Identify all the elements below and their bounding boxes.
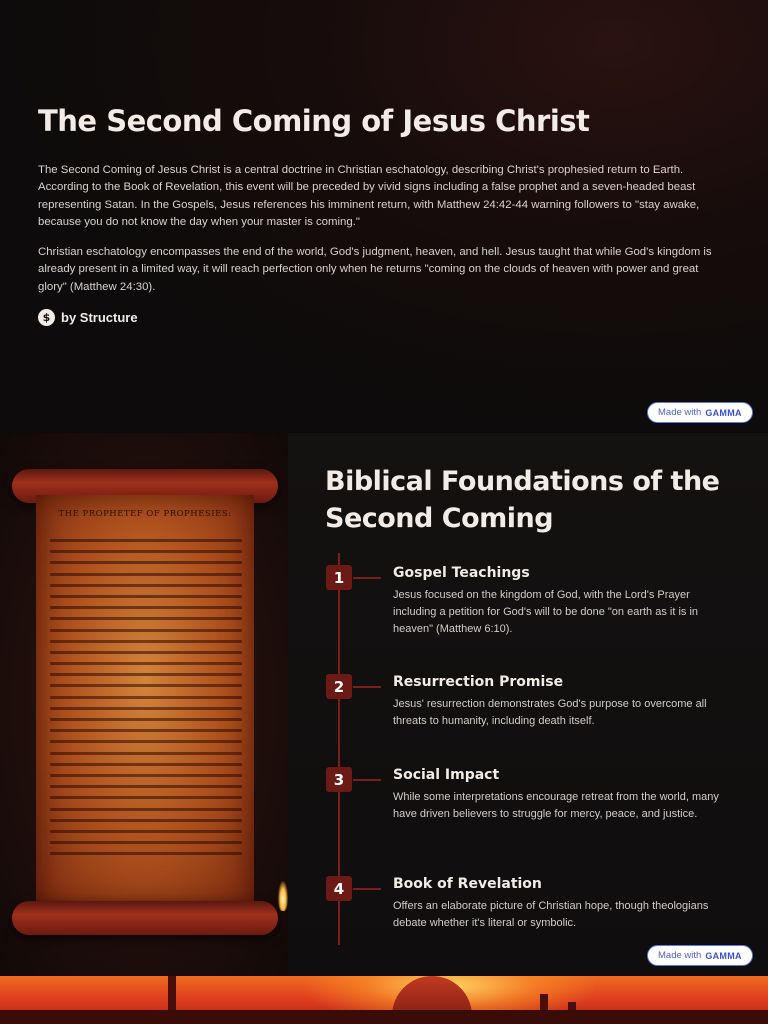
made-with-gamma-badge[interactable]	[647, 402, 753, 423]
badge-prefix: Made with	[658, 950, 702, 961]
byline-text: by Structure	[61, 310, 138, 325]
timeline-text: While some interpretations encourage retreat from the world, many have driven believers to struggle for mercy, peace, and justice.	[393, 791, 719, 821]
timeline-number-badge: 1	[326, 565, 352, 590]
timeline-heading: Resurrection Promise	[393, 674, 564, 690]
timeline-number-badge: 2	[326, 674, 352, 699]
prophecy-scroll-image	[0, 433, 288, 976]
timeline-connector	[353, 686, 381, 688]
slide-jerusalem-image	[0, 976, 768, 1024]
timeline-text: Jesus' resurrection demonstrates God's purpose to overcome all threats to humanity, including death itself.	[393, 698, 707, 728]
scroll-text-lines	[50, 539, 242, 863]
intro-paragraph: The Second Coming of Jesus Christ is a central doctrine in Christian eschatology, describing Christ's prophesied return to Earth. According to the Book of Revelation, this event will be preceded by vivid signs including a false prophet and a seven-headed beast representing Satan. In the Gospels, Jesus references his imminent return, with Matthew 24:42-44 warning followers to "stay awake, because you do not know the day when your master is coming."	[38, 164, 700, 228]
scroll-rod-bottom	[12, 901, 278, 935]
timeline-number-badge: 3	[326, 767, 352, 792]
timeline-heading: Social Impact	[393, 767, 500, 783]
timeline-text: Offers an elaborate picture of Christian hope, though theologians debate whether it's literal or symbolic.	[393, 900, 709, 930]
page-title: The Second Coming of Jesus Christ	[38, 104, 590, 138]
slide-intro	[0, 0, 768, 432]
eschatology-paragraph: Christian eschatology encompasses the end of the world, God's judgment, heaven, and hell. Jesus taught that while God's kingdom is already present in a limited way, it will reach perfection only when he returns "coming on the clouds of heaven with power and great glory" (Matthew 24:30).	[38, 246, 712, 293]
scroll-parchment	[36, 495, 254, 907]
city-skyline	[0, 1010, 768, 1024]
timeline-heading: Gospel Teachings	[393, 565, 530, 581]
structure-logo-icon: $	[38, 309, 55, 326]
scroll-heading: THE PROPHETEF OF PROPHESIES:	[58, 509, 232, 519]
candle-flame-icon	[278, 881, 288, 911]
slide-biblical-foundations	[0, 433, 768, 976]
badge-prefix: Made with	[658, 407, 702, 418]
timeline-heading: Book of Revelation	[393, 876, 542, 892]
timeline-text: Jesus focused on the kingdom of God, with the Lord's Prayer including a petition for God's will to be done "on earth as it is in heaven" (Matthew 6:10).	[393, 589, 699, 636]
timeline-connector	[353, 888, 381, 890]
timeline-connector	[353, 577, 381, 579]
made-with-gamma-badge[interactable]	[647, 945, 753, 966]
section-title: Biblical Foundations of the Second Coming	[325, 466, 720, 534]
timeline-connector	[353, 779, 381, 781]
gamma-logo: GAMMA	[705, 407, 742, 418]
timeline-number-badge: 4	[326, 876, 352, 901]
gamma-logo: GAMMA	[705, 950, 742, 961]
byline[interactable]	[38, 309, 138, 326]
